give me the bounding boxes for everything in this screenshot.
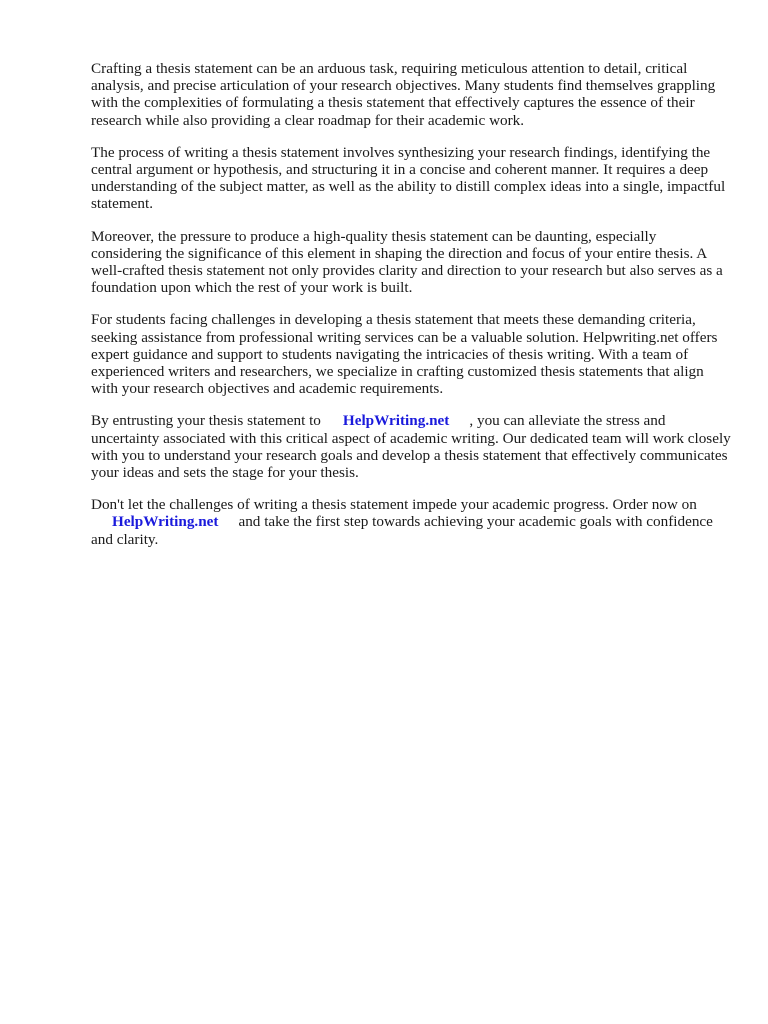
paragraph-3: Moreover, the pressure to produce a high-quality thesis statement can be daunting, especially considering the significance of this element in shaping the direction and focus of your entire thesis. A well-crafted thesis statement not only provides clarity and direction to your research but also serves as a foundation upon which the rest of your work is built. <box>91 227 723 297</box>
helpwriting-link[interactable]: HelpWriting.net <box>342 412 450 430</box>
paragraph-2: The process of writing a thesis statement involves synthesizing your research findings, identifying the central argument or hypothesis, and structuring it in a concise and coherent manner. It requires a deep understanding of the subject matter, as well as the ability to distill complex ideas into a single, impactful statement. <box>91 143 726 213</box>
paragraph-6-text-before: Don't let the challenges of writing a thesis statement impede your academic progress. Order now on <box>91 496 697 514</box>
paragraph-5 <box>91 412 731 481</box>
document-body <box>91 60 731 563</box>
paragraph-6-text-after: and take the first step towards achieving your academic goals with confidence and clarity. <box>91 513 713 548</box>
paragraph-6 <box>91 496 731 548</box>
paragraph-5-text-after: , you can alleviate the stress and uncertainty associated with this critical aspect of academic writing. Our dedicated team will work closely with you to understand your research goals and develop a thesis statement that effectively communicates your ideas and sets the stage for your thesis. <box>91 412 731 482</box>
helpwriting-link-2[interactable]: HelpWriting.net <box>112 513 219 531</box>
paragraph-1: Crafting a thesis statement can be an arduous task, requiring meticulous attention to detail, critical analysis, and precise articulation of your research objectives. Many students find themselves grappling with the complexities of formulating a thesis statement that effectively captures the essence of their research while also providing a clear roadmap for their academic work. <box>91 60 716 129</box>
paragraph-5-text-before: By entrusting your thesis statement to <box>91 412 321 430</box>
paragraph-4: For students facing challenges in developing a thesis statement that meets these demanding criteria, seeking assistance from professional writing services can be a valuable solution. Helpwriting.net offers expert guidance and support to students navigating the intricacies of thesis writing. With a team of experienced writers and researchers, we specialize in crafting customized thesis statements that align with your research objectives and academic requirements. <box>91 311 718 398</box>
